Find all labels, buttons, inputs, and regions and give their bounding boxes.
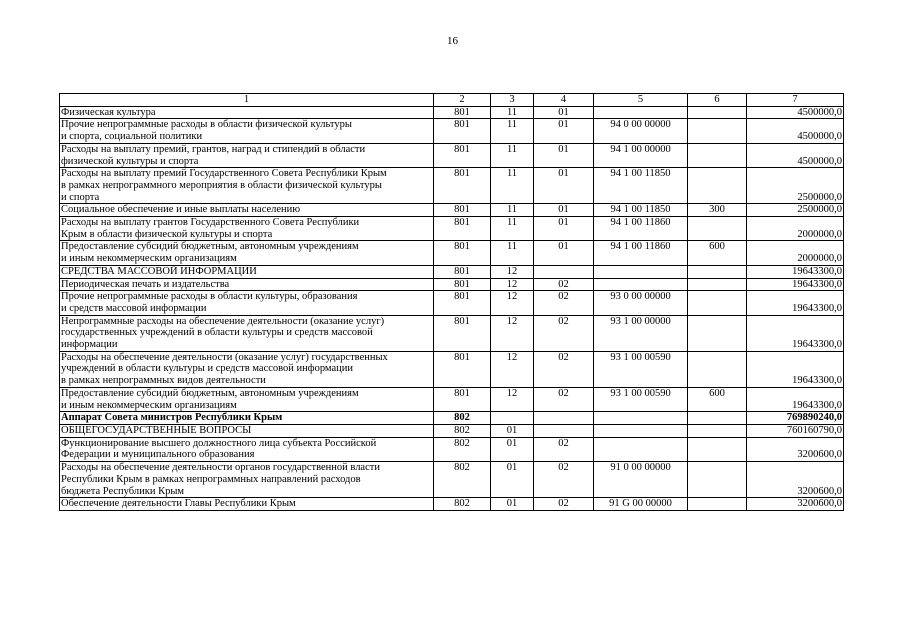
row-target-article-cell: 94 1 00 11860	[594, 217, 688, 241]
row-amount-cell: 2000000,0	[747, 217, 844, 241]
row-amount-cell: 2500000,0	[747, 204, 844, 217]
row-subsection-cell: 01	[534, 204, 594, 217]
row-name-cell: Физическая культура	[60, 106, 434, 119]
header-cell: 6	[688, 94, 747, 107]
row-amount-cell: 19643300,0	[747, 387, 844, 411]
row-target-article-cell	[594, 424, 688, 437]
table-row	[60, 291, 844, 315]
row-expense-type-cell	[688, 143, 747, 167]
row-subsection-cell: 01	[534, 168, 594, 204]
row-subsection-cell: 02	[534, 462, 594, 498]
row-expense-type-cell	[688, 106, 747, 119]
row-code-cell: 801	[434, 106, 491, 119]
row-expense-type-cell	[688, 217, 747, 241]
row-name-cell: Расходы на выплату премий, грантов, наград и стипендий в области физической культуры и спорта	[60, 143, 434, 167]
row-amount-cell: 4500000,0	[747, 119, 844, 143]
row-target-article-cell: 91 0 00 00000	[594, 462, 688, 498]
row-name-cell: Функционирование высшего должностного лица субъекта Российской Федерации и муниципального образования	[60, 437, 434, 461]
row-target-article-cell: 94 1 00 11850	[594, 168, 688, 204]
header-cell: 1	[60, 94, 434, 107]
table-row	[60, 265, 844, 278]
row-name-cell: Предоставление субсидий бюджетным, автономным учреждениям и иным некоммерческим организациям	[60, 241, 434, 265]
table-row	[60, 204, 844, 217]
header-cell: 2	[434, 94, 491, 107]
row-subsection-cell: 02	[534, 351, 594, 387]
header-row	[60, 94, 844, 107]
budget-table	[59, 93, 844, 511]
row-amount-cell: 19643300,0	[747, 291, 844, 315]
row-code-cell: 801	[434, 278, 491, 291]
row-target-article-cell: 93 1 00 00590	[594, 351, 688, 387]
row-code-cell: 801	[434, 387, 491, 411]
table-row	[60, 315, 844, 351]
row-section-cell: 01	[491, 462, 534, 498]
row-subsection-cell	[534, 412, 594, 425]
row-name-cell: ОБЩЕГОСУДАРСТВЕННЫЕ ВОПРОСЫ	[60, 424, 434, 437]
row-expense-type-cell	[688, 437, 747, 461]
row-code-cell: 801	[434, 315, 491, 351]
row-amount-cell: 4500000,0	[747, 143, 844, 167]
table-row	[60, 351, 844, 387]
row-subsection-cell: 01	[534, 217, 594, 241]
row-section-cell: 11	[491, 217, 534, 241]
row-subsection-cell: 02	[534, 315, 594, 351]
table-row	[60, 387, 844, 411]
row-amount-cell: 3200600,0	[747, 462, 844, 498]
row-subsection-cell: 02	[534, 498, 594, 511]
row-section-cell: 12	[491, 278, 534, 291]
row-amount-cell: 2500000,0	[747, 168, 844, 204]
row-expense-type-cell	[688, 315, 747, 351]
row-section-cell: 01	[491, 437, 534, 461]
row-code-cell: 801	[434, 265, 491, 278]
row-section-cell: 11	[491, 168, 534, 204]
row-target-article-cell	[594, 437, 688, 461]
table-row	[60, 437, 844, 461]
row-amount-cell: 19643300,0	[747, 351, 844, 387]
row-code-cell: 802	[434, 412, 491, 425]
row-amount-cell: 19643300,0	[747, 265, 844, 278]
row-name-cell: Прочие непрограммные расходы в области культуры, образования и средств массовой информации	[60, 291, 434, 315]
row-target-article-cell	[594, 265, 688, 278]
row-code-cell: 801	[434, 351, 491, 387]
row-name-cell: Расходы на обеспечение деятельности (оказание услуг) государственных учреждений в области культуры и средств массовой информации в рамках непрограммных видов деятельности	[60, 351, 434, 387]
row-code-cell: 801	[434, 217, 491, 241]
row-code-cell: 801	[434, 241, 491, 265]
table-row	[60, 143, 844, 167]
row-target-article-cell: 91 G 00 00000	[594, 498, 688, 511]
row-section-cell	[491, 412, 534, 425]
row-code-cell: 802	[434, 498, 491, 511]
row-target-article-cell: 93 1 00 00000	[594, 315, 688, 351]
row-name-cell: Обеспечение деятельности Главы Республики Крым	[60, 498, 434, 511]
row-target-article-cell: 94 0 00 00000	[594, 119, 688, 143]
row-code-cell: 801	[434, 143, 491, 167]
row-amount-cell: 3200600,0	[747, 437, 844, 461]
row-name-cell: Непрограммные расходы на обеспечение деятельности (оказание услуг) государственных учреждений в области культуры и средств массовой информации	[60, 315, 434, 351]
row-target-article-cell	[594, 278, 688, 291]
table-row	[60, 412, 844, 425]
row-name-cell: Социальное обеспечение и иные выплаты населению	[60, 204, 434, 217]
header-cell: 7	[747, 94, 844, 107]
row-section-cell: 11	[491, 143, 534, 167]
row-subsection-cell	[534, 424, 594, 437]
row-target-article-cell: 93 1 00 00590	[594, 387, 688, 411]
row-amount-cell: 4500000,0	[747, 106, 844, 119]
row-expense-type-cell: 300	[688, 204, 747, 217]
row-expense-type-cell: 600	[688, 241, 747, 265]
row-section-cell: 11	[491, 204, 534, 217]
row-name-cell: Расходы на выплату грантов Государственного Совета Республики Крым в области физической культуры и спорта	[60, 217, 434, 241]
row-name-cell: Предоставление субсидий бюджетным, автономным учреждениям и иным некоммерческим организациям	[60, 387, 434, 411]
row-subsection-cell: 02	[534, 437, 594, 461]
row-expense-type-cell	[688, 424, 747, 437]
row-subsection-cell: 02	[534, 291, 594, 315]
row-amount-cell: 19643300,0	[747, 278, 844, 291]
row-section-cell: 11	[491, 241, 534, 265]
row-subsection-cell: 01	[534, 143, 594, 167]
row-code-cell: 801	[434, 119, 491, 143]
row-section-cell: 12	[491, 315, 534, 351]
row-section-cell: 11	[491, 106, 534, 119]
row-code-cell: 802	[434, 424, 491, 437]
row-section-cell: 11	[491, 119, 534, 143]
row-section-cell: 12	[491, 265, 534, 278]
row-name-cell: Расходы на выплату премий Государственного Совета Республики Крым в рамках непрограммного мероприятия в области физической культуры и спорта	[60, 168, 434, 204]
row-section-cell: 01	[491, 424, 534, 437]
row-subsection-cell	[534, 265, 594, 278]
row-expense-type-cell	[688, 168, 747, 204]
row-subsection-cell: 01	[534, 106, 594, 119]
row-name-cell: Периодическая печать и издательства	[60, 278, 434, 291]
row-expense-type-cell	[688, 412, 747, 425]
row-expense-type-cell	[688, 119, 747, 143]
row-name-cell: СРЕДСТВА МАССОВОЙ ИНФОРМАЦИИ	[60, 265, 434, 278]
row-amount-cell: 2000000,0	[747, 241, 844, 265]
row-subsection-cell: 02	[534, 278, 594, 291]
row-section-cell: 01	[491, 498, 534, 511]
row-target-article-cell: 94 1 00 00000	[594, 143, 688, 167]
row-amount-cell: 3200600,0	[747, 498, 844, 511]
table-row	[60, 278, 844, 291]
row-section-cell: 12	[491, 291, 534, 315]
row-target-article-cell: 94 1 00 11860	[594, 241, 688, 265]
table-row	[60, 106, 844, 119]
table-row	[60, 168, 844, 204]
row-subsection-cell: 02	[534, 387, 594, 411]
row-target-article-cell: 94 1 00 11850	[594, 204, 688, 217]
row-subsection-cell: 01	[534, 241, 594, 265]
header-cell: 4	[534, 94, 594, 107]
header-cell: 3	[491, 94, 534, 107]
row-expense-type-cell: 600	[688, 387, 747, 411]
header-cell: 5	[594, 94, 688, 107]
table-row	[60, 119, 844, 143]
row-section-cell: 12	[491, 351, 534, 387]
row-target-article-cell	[594, 412, 688, 425]
page-number: 16	[447, 35, 458, 47]
row-name-cell: Прочие непрограммные расходы в области физической культуры и спорта, социальной политики	[60, 119, 434, 143]
table-row	[60, 241, 844, 265]
row-name-cell: Расходы на обеспечение деятельности органов государственной власти Республики Крым в рамках непрограммных направлений расходов бюджета Республики Крым	[60, 462, 434, 498]
row-name-cell: Аппарат Совета министров Республики Крым	[60, 412, 434, 425]
row-expense-type-cell	[688, 265, 747, 278]
table-row	[60, 498, 844, 511]
table-row	[60, 462, 844, 498]
table-row	[60, 424, 844, 437]
row-code-cell: 801	[434, 168, 491, 204]
row-expense-type-cell	[688, 351, 747, 387]
row-code-cell: 801	[434, 291, 491, 315]
row-amount-cell: 760160790,0	[747, 424, 844, 437]
row-target-article-cell	[594, 106, 688, 119]
row-expense-type-cell	[688, 498, 747, 511]
table-row	[60, 217, 844, 241]
row-target-article-cell: 93 0 00 00000	[594, 291, 688, 315]
row-amount-cell: 19643300,0	[747, 315, 844, 351]
row-subsection-cell: 01	[534, 119, 594, 143]
row-expense-type-cell	[688, 278, 747, 291]
row-expense-type-cell	[688, 462, 747, 498]
row-code-cell: 801	[434, 204, 491, 217]
row-section-cell: 12	[491, 387, 534, 411]
row-code-cell: 802	[434, 437, 491, 461]
row-amount-cell: 769890240,0	[747, 412, 844, 425]
row-code-cell: 802	[434, 462, 491, 498]
row-expense-type-cell	[688, 291, 747, 315]
